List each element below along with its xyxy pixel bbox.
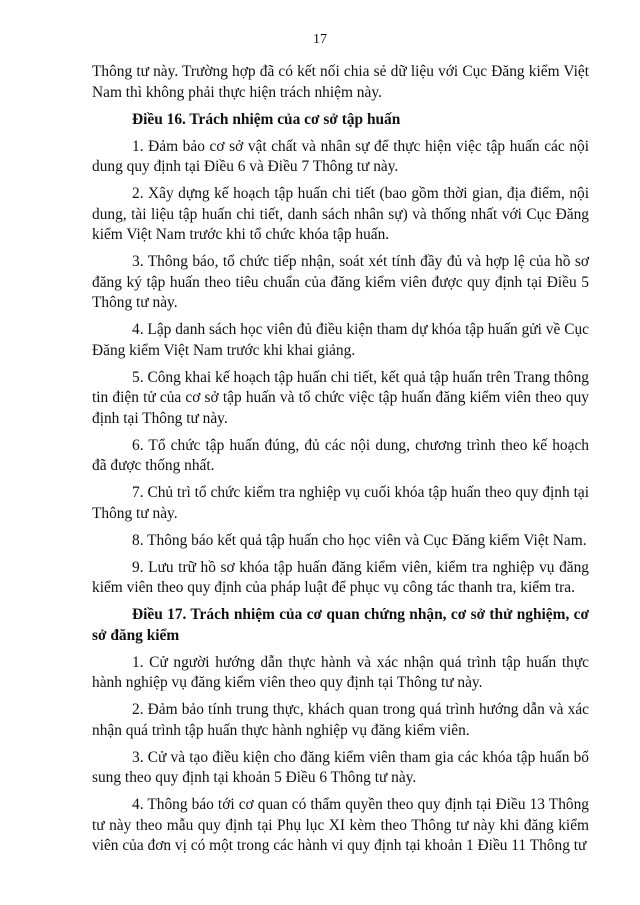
article-16-heading: Điều 16. Trách nhiệm của cơ sở tập huấn (132, 110, 401, 128)
article-16-item: 7. Chủ trì tổ chức kiểm tra nghiệp vụ cuối khóa tập huấn theo quy định tại Thông tư này. (92, 484, 589, 522)
article-16-item: 3. Thông báo, tổ chức tiếp nhận, soát xét tính đầy đủ và hợp lệ của hồ sơ đăng ký tập huấn theo tiêu chuẩn của đăng kiểm viên được quy định tại Điều 5 Thông tư này. (92, 253, 589, 311)
intro-paragraph: Thông tư này. Trường hợp đã có kết nối chia sẻ dữ liệu với Cục Đăng kiểm Việt Nam thì không phải thực hiện trách nhiệm này. (92, 63, 589, 101)
article-17-item: 2. Đảm bảo tính trung thực, khách quan trong quá trình hướng dẫn và xác nhận quá trình tập huấn thực hành nghiệp vụ đăng kiểm viên. (92, 701, 589, 739)
article-16-item: 9. Lưu trữ hồ sơ khóa tập huấn đăng kiểm viên, kiểm tra nghiệp vụ đăng kiểm viên theo quy định của pháp luật để phục vụ công tác thanh tra, kiểm tra. (92, 558, 589, 596)
article-16-item: 5. Công khai kế hoạch tập huấn chi tiết, kết quả tập huấn trên Trang thông tin điện tử của cơ sở tập huấn và tổ chức việc tập huấn đăng kiểm viên theo quy định tại Thông tư này. (92, 368, 589, 427)
article-16-item: 4. Lập danh sách học viên đủ điều kiện tham dự khóa tập huấn gửi về Cục Đăng kiểm Việt Nam trước khi khai giảng. (92, 321, 589, 359)
article-17-heading: Điều 17. Trách nhiệm của cơ quan chứng nhận, cơ sở thử nghiệm, cơ sở đăng kiểm (92, 606, 589, 644)
article-17-item: 1. Cử người hướng dẫn thực hành và xác nhận quá trình tập huấn thực hành nghiệp vụ đăng kiểm viên theo quy định tại Thông tư này. (92, 653, 589, 691)
article-17-item: 3. Cử và tạo điều kiện cho đăng kiểm viên tham gia các khóa tập huấn bổ sung theo quy định tại khoản 5 Điều 6 Thông tư này. (92, 748, 589, 786)
article-16-item: 1. Đảm bảo cơ sở vật chất và nhân sự để thực hiện việc tập huấn các nội dung quy định tại Điều 6 và Điều 7 Thông tư này. (92, 137, 589, 175)
article-16-item: 6. Tổ chức tập huấn đúng, đủ các nội dung, chương trình theo kế hoạch đã được thống nhất. (92, 436, 589, 474)
article-17-item: 4. Thông báo tới cơ quan có thẩm quyền theo quy định tại Điều 13 Thông tư này theo mẫu quy định tại Phụ lục XI kèm theo Thông tư này khi đăng kiểm viên của đơn vị có một trong các hành vi quy định tại khoản 1 Điều 11 Thông tư (92, 796, 589, 854)
page-number: 17 (313, 32, 327, 47)
article-16-item: 2. Xây dựng kế hoạch tập huấn chi tiết (bao gồm thời gian, địa điểm, nội dung, tài liệu tập huấn chi tiết, danh sách nhân sự) và thống nhất với Cục Đăng kiểm Việt Nam trước khi tổ chức khóa tập huấn. (92, 185, 589, 243)
document-body (92, 62, 589, 863)
article-16-item: 8. Thông báo kết quả tập huấn cho học viên và Cục Đăng kiểm Việt Nam. (132, 531, 587, 549)
